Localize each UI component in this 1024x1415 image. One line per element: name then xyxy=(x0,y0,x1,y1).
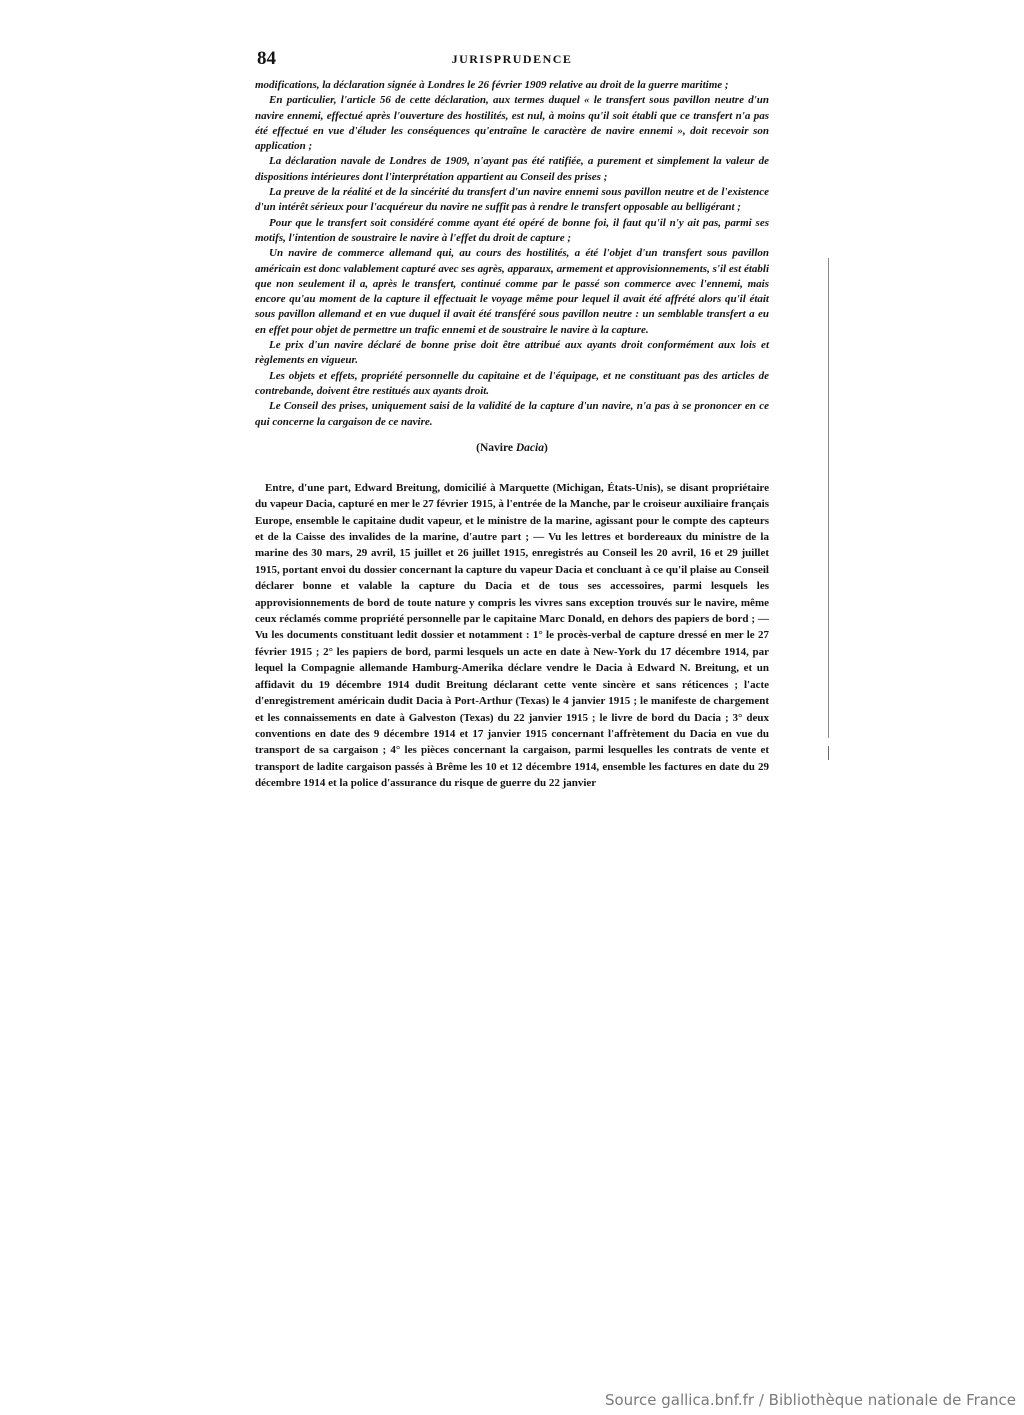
margin-mark xyxy=(828,746,829,760)
judgment-body: Entre, d'une part, Edward Breitung, domicilié à Marquette (Michigan, États-Unis), se disant propriétaire du vapeur Dacia, capturé en mer le 27 février 1915, à l'entrée de la Manche, par le croiseur auxiliaire français Europe, ensemble le capitaine dudit vapeur, et le ministre de la marine, agissant pour le compte des capteurs et de la Caisse des invalides de la marine, d'autre part ; — Vu les lettres et bordereaux du ministre de la marine des 30 mars, 29 avril, 15 juillet et 26 juillet 1915, enregistrés au Conseil les 20 avril, 16 et 29 juillet 1915, portant envoi du dossier concernant la capture du vapeur Dacia et concluant à ce qu'il plaise au Conseil déclarer bonne et valable la capture du Dacia et de tous ses accessoires, parmi lesquels les approvisionnements de bord de toute nature y compris les vivres sans exception trouvés sur le navire, même ceux réclamés comme propriété personnelle par le capitaine Marc Donald, en dehors des papiers de bord ; — Vu les documents constituant ledit dossier et notamment : 1° le procès-verbal de capture dressé en mer le 27 février 1915 ; 2° les papiers de bord, parmi lesquels un acte en date à New-York du 17 décembre 1914, par lequel la Compagnie allemande Hamburg-Amerika déclare vendre le Dacia à Edward N. Breitung, et un affidavit du 19 décembre 1914 dudit Breitung déclarant cette vente sincère et sans réticences ; l'acte d'enregistrement américain dudit Dacia à Port-Arthur (Texas) le 4 janvier 1915 ; le manifeste de chargement et les connaissements en date à Galveston (Texas) du 22 janvier 1915 ; le livre de bord du Dacia ; 3° deux conventions en date des 9 décembre 1914 et 17 janvier 1915 concernant l'affrètement du Dacia en vue du transport de sa cargaison ; 4° les pièces concernant la cargaison, parmi lesquelles les contrats de vente et transport de ladite cargaison passés à Brême les 10 et 12 décembre 1914, ensemble les factures en date du 29 décembre 1914 et la police d'assurance du risque de guerre du 22 janvier xyxy=(255,481,769,790)
summary-paragraph: La preuve de la réalité et de la sincérité du transfert d'un navire ennemi sous pavillon neutre et de l'existence d'un intérêt sérieux pour l'acquéreur du navire ne suffit pas à rendre le transfert opposable au belligérant ; xyxy=(255,186,769,214)
case-title xyxy=(255,442,769,466)
summary-paragraph: La déclaration navale de Londres de 1909, n'ayant pas été ratifiée, a purement et simplement la valeur de dispositions intérieures dont l'interprétation appartient au Conseil des prises ; xyxy=(255,155,769,183)
page-header xyxy=(255,48,769,78)
summary-paragraph: Le prix d'un navire déclaré de bonne prise doit être attribué aux ayants droit conformément aux lois et règlements en vigueur. xyxy=(255,339,769,367)
margin-rule xyxy=(828,258,829,738)
case-title-suffix: ) xyxy=(543,441,548,454)
summary-paragraph: En particulier, l'article 56 de cette déclaration, aux termes duquel « le transfert sous pavillon neutre d'un navire ennemi, effectué après l'ouverture des hostilités, est nul, à moins qu'il soit établi que ce transfert n'a pas été effectué en vue d'éluder les conséquences qu'entraîne le caractère de navire ennemi », doit recevoir son application ; xyxy=(255,94,769,153)
summary-paragraph: Un navire de commerce allemand qui, au cours des hostilités, a été l'objet d'un transfert sous pavillon américain est donc valablement capturé avec ses agrès, apparaux, armement et approvisionnements, s'il est établi que non seulement il a, après le transfert, continué comme par le passé son commerce avec l'ennemi, mais encore qu'au moment de la capture il effectuait le voyage même pour lequel il avait été affrété alors qu'il était sous pavillon allemand et en vue duquel il avait été transféré sous pavillon neutre : un semblable transfert a eu en effet pour objet de permettre un trafic ennemi et de soustraire le navire à la capture. xyxy=(255,247,769,336)
summary-paragraph: Les objets et effets, propriété personnelle du capitaine et de l'équipage, et ne constituant pas des articles de contrebande, doivent être restitués aux ayants droit. xyxy=(255,369,769,397)
summary-paragraph: modifications, la déclaration signée à Londres le 26 février 1909 relative au droit de la guerre maritime ; xyxy=(255,79,729,91)
case-title-prefix: (Navire xyxy=(476,441,516,454)
document-page xyxy=(255,48,769,792)
page-number: 84 xyxy=(257,48,276,69)
source-attribution: Source gallica.bnf.fr / Bibliothèque nationale de France xyxy=(604,1391,1016,1409)
summary-paragraph: Le Conseil des prises, uniquement saisi de la validité de la capture d'un navire, n'a pas à se prononcer en ce qui concerne la cargaison de ce navire. xyxy=(255,400,769,428)
summary-paragraph: Pour que le transfert soit considéré comme ayant été opéré de bonne foi, il faut qu'il n'y ait pas, parmi ses motifs, l'intention de soustraire le navire à l'effet du droit de capture ; xyxy=(255,216,769,244)
running-head: JURISPRUDENCE xyxy=(451,52,573,66)
ship-name: Dacia xyxy=(515,441,544,454)
case-summary xyxy=(255,78,769,430)
